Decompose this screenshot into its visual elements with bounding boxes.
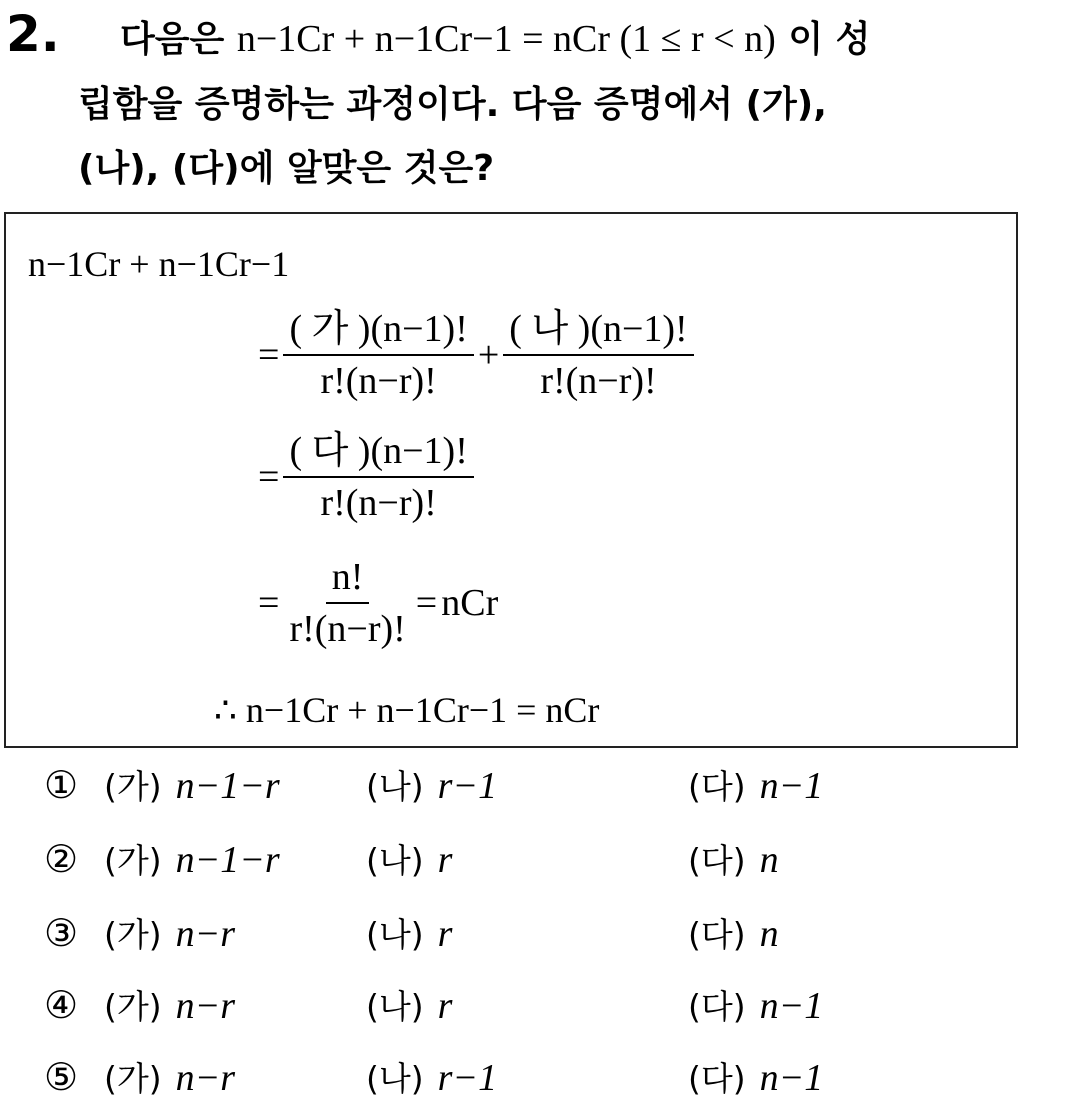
option-ga-label: (가) (104, 767, 162, 806)
option-na (366, 762, 497, 811)
question-line-3: (나), (다)에 알맞은 것은? (78, 148, 495, 189)
option-ga (104, 1054, 235, 1103)
option-ga (104, 910, 235, 959)
option-ga-label: (가) (104, 987, 162, 1026)
fraction-da-denominator: r!(n−r)! (320, 482, 437, 524)
option-ga (104, 982, 235, 1031)
option-number-mark: ④ (44, 985, 79, 1027)
option-na (366, 836, 452, 885)
option-number-mark: ① (44, 765, 79, 807)
proof-step-1 (256, 306, 696, 404)
option-number-mark: ⑤ (44, 1057, 79, 1099)
fraction-n-factorial-denominator: r!(n−r)! (289, 608, 406, 650)
option-ga-value: n−1−r (175, 765, 280, 807)
option-ga-label: (가) (104, 841, 162, 880)
fraction-n-factorial (283, 554, 411, 652)
option-da-label: (다) (688, 915, 746, 954)
option-na-label: (나) (366, 767, 424, 806)
option-da-value: n−1 (759, 985, 824, 1027)
option-da-value: n−1 (759, 1057, 824, 1099)
proof-line-0: n−1Cr + n−1Cr−1 (28, 244, 290, 284)
question-line1-end: 이 성 (788, 19, 871, 60)
option-ga-value: n−r (175, 985, 236, 1027)
option-da (688, 910, 779, 959)
option-number-mark: ② (44, 839, 79, 881)
fraction-ga (283, 306, 473, 404)
option-ga-value: n−1−r (175, 839, 280, 881)
equals-sign: = (415, 582, 438, 624)
option-da-label: (다) (688, 1059, 746, 1098)
option-number-mark: ③ (44, 913, 79, 955)
question-number: 2. (6, 5, 60, 63)
option-na (366, 910, 452, 959)
question-formula: n−1Cr + n−1Cr−1 = nCr (1 ≤ r < n) (236, 18, 776, 60)
equals-sign: = (258, 456, 280, 498)
option-da (688, 1054, 823, 1103)
option-da-label: (다) (688, 841, 746, 880)
option-da-value: n (759, 913, 779, 955)
option-ga-label: (가) (104, 915, 162, 954)
proof-step-2 (256, 428, 476, 526)
option-da-label: (다) (688, 987, 746, 1026)
option-na-label: (나) (366, 1059, 424, 1098)
option-da-value: n (759, 839, 779, 881)
option-da-value: n−1 (759, 765, 824, 807)
option-na-value: r−1 (437, 765, 498, 807)
question-line-1 (120, 16, 870, 63)
fraction-na (503, 306, 693, 404)
option-da-label: (다) (688, 767, 746, 806)
option-na (366, 1054, 497, 1103)
option-ga-label: (가) (104, 1059, 162, 1098)
fraction-da-numerator: ( 다 )(n−1)! (283, 428, 473, 478)
option-na (366, 982, 452, 1031)
proof-step-3-result: nCr (441, 582, 499, 624)
option-ga-value: n−r (175, 1057, 236, 1099)
option-na-value: r−1 (437, 1057, 498, 1099)
option-na-value: r (437, 913, 453, 955)
option-da (688, 982, 823, 1031)
option-na-value: r (437, 839, 453, 881)
question-line1-start: 다음은 (120, 19, 225, 60)
proof-conclusion: ∴ n−1Cr + n−1Cr−1 = nCr (214, 690, 600, 730)
plus-sign: + (477, 334, 500, 376)
option-da (688, 762, 823, 811)
option-na-label: (나) (366, 841, 424, 880)
fraction-na-numerator: ( 나 )(n−1)! (503, 306, 693, 356)
proof-box (4, 212, 1018, 748)
option-na-label: (나) (366, 987, 424, 1026)
option-na-value: r (437, 985, 453, 1027)
fraction-na-denominator: r!(n−r)! (540, 360, 657, 402)
option-ga-value: n−r (175, 913, 236, 955)
fraction-ga-denominator: r!(n−r)! (320, 360, 437, 402)
option-ga (104, 836, 280, 885)
fraction-ga-numerator: ( 가 )(n−1)! (283, 306, 473, 356)
option-na-label: (나) (366, 915, 424, 954)
option-da (688, 836, 779, 885)
option-ga (104, 762, 280, 811)
equals-sign: = (258, 582, 280, 624)
proof-step-3 (256, 554, 500, 652)
question-line-2: 립함을 증명하는 과정이다. 다음 증명에서 (가), (78, 84, 827, 125)
fraction-n-factorial-numerator: n! (326, 554, 370, 604)
equals-sign: = (258, 334, 280, 376)
fraction-da (283, 428, 473, 526)
